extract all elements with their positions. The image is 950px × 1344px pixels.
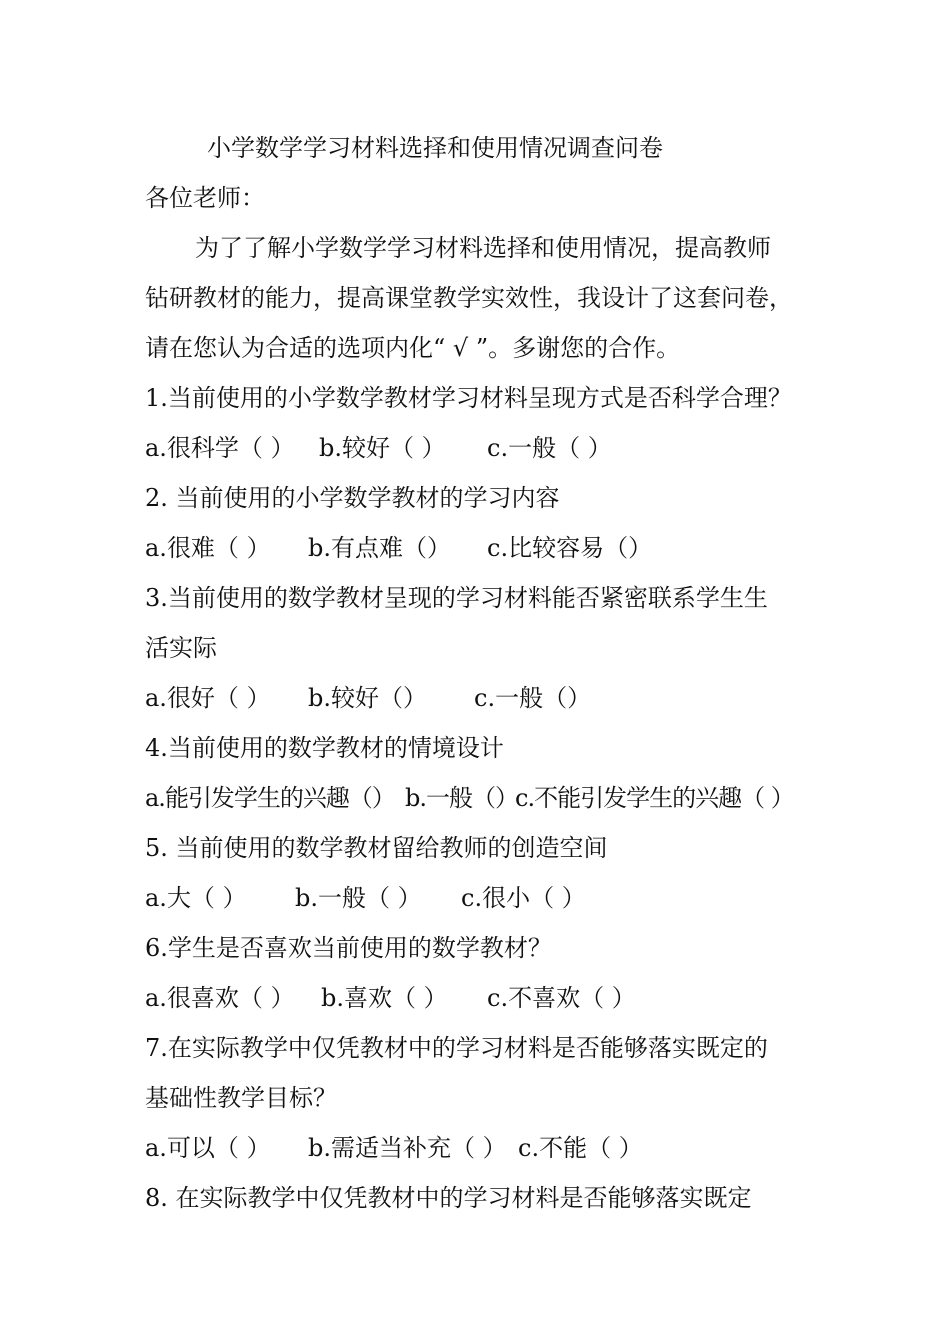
q2-option-c[interactable]: c.比较容易（） [487,534,653,562]
intro-line-2: 钻研教材的能力，提高课堂教学实效性，我设计了这套问卷， [145,284,793,312]
q7-option-b[interactable]: b.需适当补充（ ） [308,1134,507,1162]
question-8-text: 8. 在实际教学中仅凭教材中的学习材料是否能够落实既定 [145,1184,752,1212]
question-7-text: 7.在实际教学中仅凭教材中的学习材料是否能够落实既定的 [145,1034,768,1062]
q6-option-a[interactable]: a.很喜欢（ ） [145,984,295,1012]
q1-option-c[interactable]: c.一般（ ） [487,434,612,462]
question-4-text: 4.当前使用的数学教材的情境设计 [145,734,504,762]
q2-option-a[interactable]: a.很难（ ） [145,534,271,562]
question-2-options [145,533,652,563]
q6-option-c[interactable]: c.不喜欢（ ） [487,984,636,1012]
question-4-options [145,783,794,813]
q3-option-c[interactable]: c.一般（） [474,684,592,712]
q6-option-b[interactable]: b.喜欢（ ） [321,984,448,1012]
q1-option-a[interactable]: a.很科学（ ） [145,434,295,462]
question-2-text: 2. 当前使用的小学数学教材的学习内容 [145,484,560,512]
intro-line-1: 为了了解小学数学学习材料选择和使用情况，提高教师 [195,234,771,262]
intro-line-3: 请在您认为合适的选项内化“ √ ”。多谢您的合作。 [145,334,681,362]
q1-option-b[interactable]: b.较好（ ） [319,434,446,462]
page-title: 小学数学学习材料选择和使用情况调查问卷 [207,134,663,162]
question-7-text-cont: 基础性教学目标？ [145,1084,337,1112]
salutation: 各位老师： [145,184,265,212]
question-3-options [145,683,591,713]
question-1-options [145,433,612,463]
q4-option-b[interactable]: b.一般（） [405,784,518,812]
question-5-options [145,883,586,913]
q4-option-a[interactable]: a.能引发学生的兴趣（） [145,784,395,812]
q5-option-c[interactable]: c.很小（ ） [461,884,586,912]
question-1-text: 1.当前使用的小学数学教材学习材料呈现方式是否科学合理？ [145,384,792,412]
question-3-text-cont: 活实际 [145,634,217,662]
q7-option-c[interactable]: c.不能（ ） [518,1134,643,1162]
question-3-text: 3.当前使用的数学教材呈现的学习材料能否紧密联系学生生 [145,584,768,612]
q7-option-a[interactable]: a.可以（ ） [145,1134,271,1162]
q5-option-a[interactable]: a.大（ ） [145,884,247,912]
question-6-text: 6.学生是否喜欢当前使用的数学教材？ [145,934,552,962]
question-7-options [145,1133,643,1163]
question-5-text: 5. 当前使用的数学教材留给教师的创造空间 [145,834,608,862]
q3-option-a[interactable]: a.很好（ ） [145,684,271,712]
q5-option-b[interactable]: b.一般（ ） [295,884,422,912]
question-6-options [145,983,636,1013]
q3-option-b[interactable]: b.较好（） [308,684,427,712]
q2-option-b[interactable]: b.有点难（） [308,534,451,562]
q4-option-c[interactable]: c.不能引发学生的兴趣（ ） [515,784,794,812]
